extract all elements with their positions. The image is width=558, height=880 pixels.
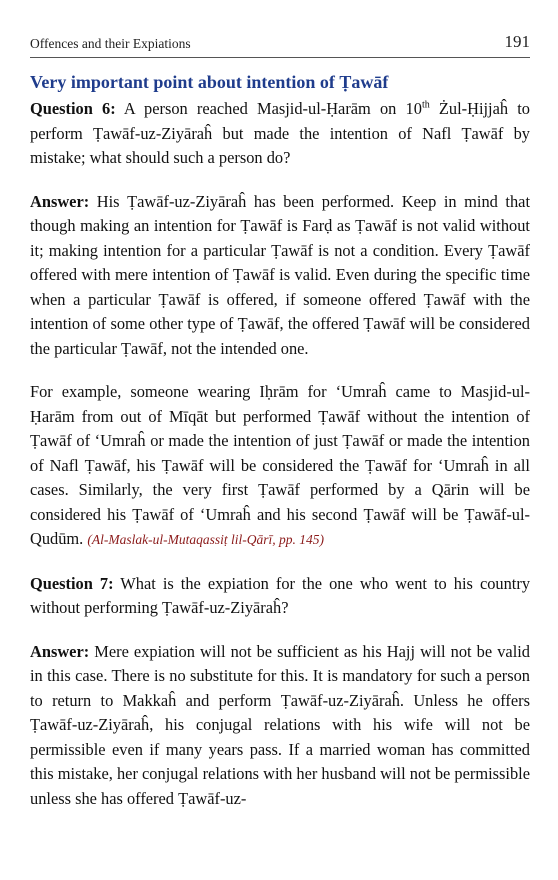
- answer-7-text: Mere expiation will not be sufficient as his Hajj will not be valid in this case. There is no substitute for this. It is mandatory for such a person to return to Makkaĥ and perform Ṭawāf-uz-Ziyāraĥ. Unless he offers Ṭawāf-uz-Ziyāraĥ, his conjugal relations with his wife will not be permissible even if many years pass. If a married woman has committed this mistake, her conjugal relations with her husband will not be permissible unless she has offered Ṭawāf-uz-: [30, 641, 530, 808]
- running-title: Offences and their Expiations: [30, 36, 191, 51]
- citation: (Al-Maslak-ul-Mutaqassiṭ lil-Qārī, pp. 145): [87, 532, 324, 547]
- question-7-label: Question 7:: [30, 573, 114, 593]
- question-7-text: What is the expiation for the one who went to his country without performing Ṭawāf-uz-Ziyāraĥ?: [30, 573, 531, 617]
- question-6-text-end: Żul-Ḥijjaĥ to perform Ṭawāf-uz-Ziyāraĥ but made the intention of Nafl Ṭawāf by mistake; what should such a person do?: [30, 99, 530, 167]
- answer-6-label: Answer:: [30, 191, 90, 211]
- example-paragraph: [30, 380, 530, 553]
- page-number: 191: [504, 32, 530, 51]
- answer-6-paragraph: [30, 190, 530, 362]
- question-7-paragraph: [30, 572, 530, 621]
- question-6-text-start: A person reached Masjid-ul-Ḥarām on 10: [115, 99, 422, 118]
- answer-6-text: His Ṭawāf-uz-Ziyāraĥ has been performed. Keep in mind that though making an intention for Ṭawāf is Farḍ as Ṭawāf is not valid without it; making intention for a particular Ṭawāf is not a condition. Every Ṭawāf offered with mere intention of Ṭawāf is valid. Even during the specific time when a particular Ṭawāf is offered, if someone offered Ṭawāf with the intention of some other type of Ṭawāf, the offered Ṭawāf will be considered the particular Ṭawāf, not the intended one.: [30, 191, 530, 358]
- example-text: For example, someone wearing Iḥrām for ‘Umraĥ came to Masjid-ul-Ḥarām from out of Mīqāt but performed Ṭawāf without the intention of Ṭawāf of ‘Umraĥ or made the intention of just Ṭawāf or made the intention of Nafl Ṭawāf, his Ṭawāf will be considered the Ṭawāf for ‘Umraĥ in all cases. Similarly, the very first Ṭawāf performed by a Qārin will be considered his Ṭawāf of ‘Umraĥ and his second Ṭawāf will be Ṭawāf-ul-Qudūm.: [30, 382, 530, 548]
- ordinal-superscript: th: [421, 99, 430, 111]
- answer-7-label: Answer:: [30, 641, 90, 661]
- question-6-paragraph: [30, 97, 530, 171]
- question-6-label: Question 6:: [30, 99, 116, 118]
- page-header: [30, 0, 530, 52]
- answer-7-paragraph: [30, 640, 530, 812]
- section-heading: Very important point about intention of Ṭawāf: [30, 72, 389, 92]
- header-rule: [30, 57, 530, 58]
